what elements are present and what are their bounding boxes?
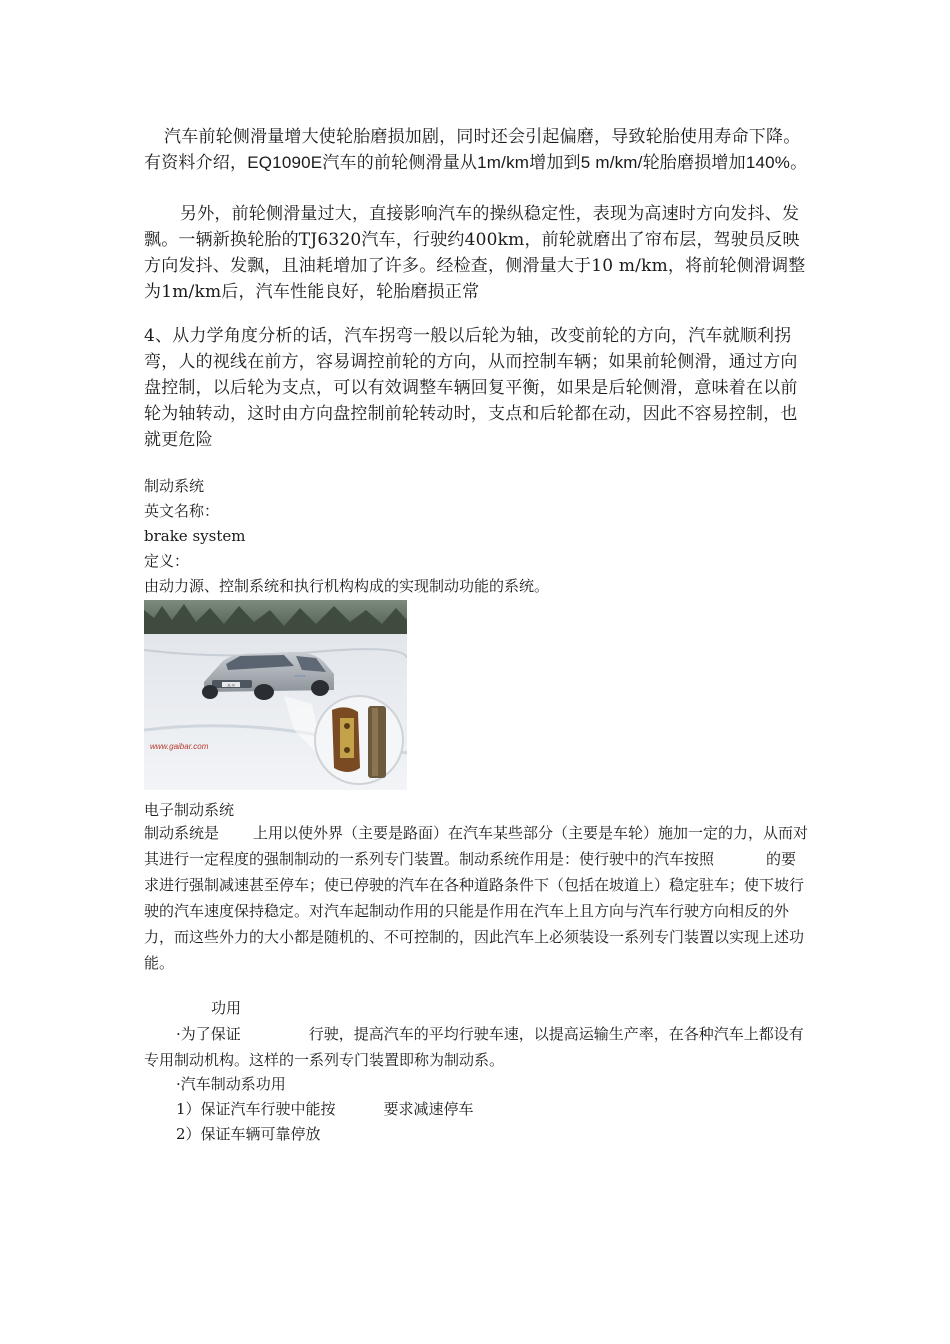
term-en-label: 英文名称： — [144, 502, 220, 520]
func-title: 功用 — [211, 999, 242, 1017]
svg-text:~~~~: ~~~~ — [294, 674, 306, 680]
brake-disc-inset — [315, 696, 403, 784]
paragraph-mechanics: 4、从力学角度分析的话，汽车拐弯一般以后轮为轴，改变前轮的方向，汽车就顺利拐弯，人的视线在前方，容易调控前轮的方向，从而控制车辆；如果前轮侧滑，通过方向盘控制，以后轮为支点，可以有效调整车辆回复平衡，如果是后轮侧滑，意味着在以前轮为轴转动，这时由方向盘控制前轮转动时，支点和后轮都在动，因此不容易控制，也就更危险 — [144, 326, 798, 450]
section-title: 电子制动系统 — [144, 801, 235, 819]
paragraph-brake-system: 制动系统是 上用以使外界（主要是路面）在汽车某些部分（主要是车轮）施加一定的力，从而对其进行一定程度的强制制动的一系列专门装置。制动系统作用是：使行驶中的汽车按照 的要求进行强制减速甚至停车；使已停驶的汽车在各种道路条件下（包括在坡道上）稳定驻车；使下坡行驶的汽车速度保持稳定。对汽车起制动作用的只能是作用在汽车上且方向与汽车行驶方向相反的外力，而这些外力的大小都是随机的、不可控制的，因此汽车上必须装设一系列专门装置以实现上述功能。 — [144, 824, 809, 972]
func-item-1: 1）保证汽车行驶中能按 要求减速停车 — [176, 1100, 474, 1118]
func-paragraph: ·为了保证 行驶，提高汽车的平均行驶车速，以提高运输生产率，在各种汽车上都设有专用制动机构。这样的一系列专门装置即称为制动系。 — [144, 1025, 804, 1069]
photo-watermark: www.gaibar.com — [150, 742, 209, 751]
func-item-2: 2）保证车辆可靠停放 — [176, 1125, 321, 1143]
brake-system-photo — [144, 600, 407, 790]
paragraph-stability: 另外，前轮侧滑量过大，直接影响汽车的操纵稳定性，表现为高速时方向发抖、发飘。一辆新换轮胎的TJ6320汽车，行驶约400km，前轮就磨出了帘布层，驾驶员反映方向发抖、发飘，且油耗增加了许多。经检查，侧滑量大于10 m/km，将前轮侧滑调整为1m/km后，汽车性能良好，轮胎磨损正常 — [144, 204, 806, 302]
term-title: 制动系统 — [144, 477, 205, 495]
term-def-value: 由动力源、控制系统和执行机构构成的实现制动功能的系统。 — [144, 577, 550, 595]
term-en-value: brake system — [144, 527, 246, 545]
paragraph-side-slip-wear: 汽车前轮侧滑量增大使轮胎磨损加剧，同时还会引起偏磨，导致轮胎使用寿命下降。有资料介绍，EQ1090E汽车的前轮侧滑量从1m/km增加到5 m/km/轮胎磨损增加140%。 — [144, 127, 808, 173]
func-bullet-2: ·汽车制动系功用 — [176, 1075, 286, 1093]
term-def-label: 定义： — [144, 552, 190, 570]
license-plate-text: JL·K — [226, 682, 236, 688]
